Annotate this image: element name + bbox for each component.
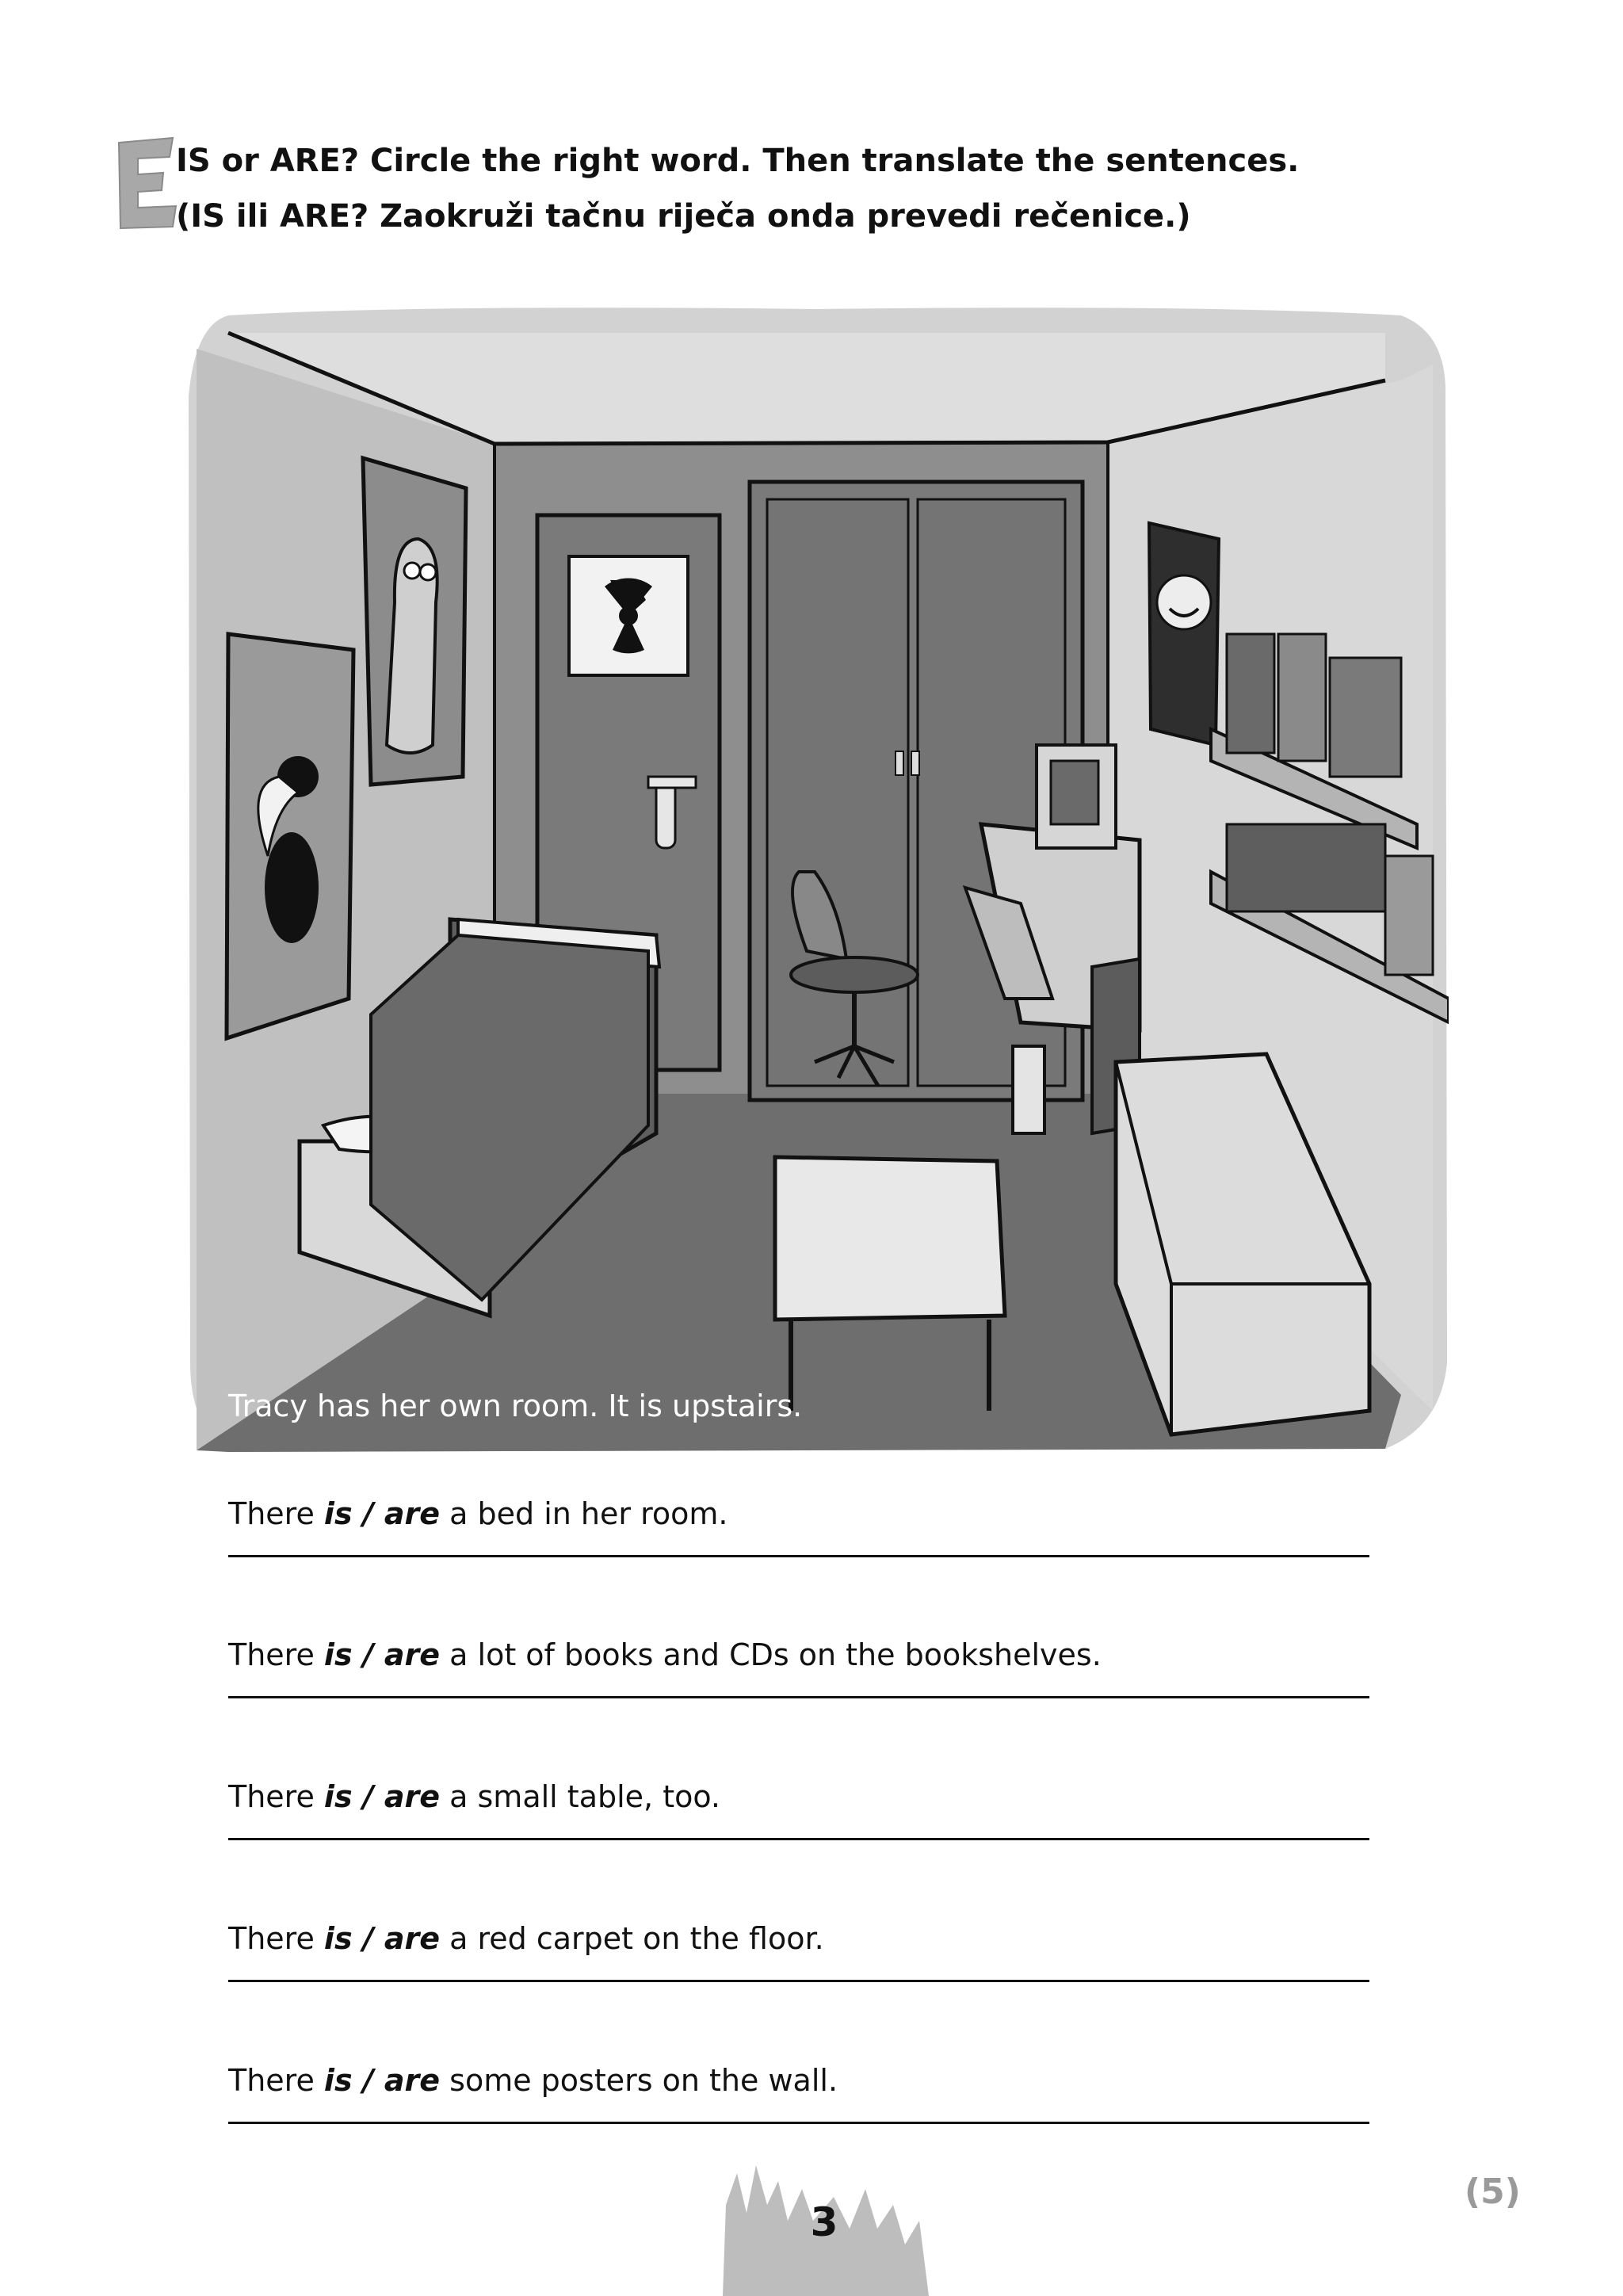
is-are-choice[interactable]: is / are: [323, 1637, 441, 1672]
exercise-item-5: [228, 2057, 1369, 2124]
is-are-choice[interactable]: is / are: [323, 2063, 441, 2098]
answer-line[interactable]: [228, 1980, 1369, 1982]
points-total: (5): [1465, 2172, 1521, 2212]
sentence: There is / are a small table, too.: [228, 1779, 721, 1814]
answer-line[interactable]: [228, 1555, 1369, 1557]
exercise-item-3: [228, 1773, 1369, 1840]
is-are-choice[interactable]: is / are: [323, 1779, 441, 1814]
page-number: 3: [810, 2199, 838, 2245]
exercise-item-4: [228, 1915, 1369, 1982]
answer-line[interactable]: [228, 1838, 1369, 1840]
instructions: [176, 133, 1299, 244]
sentence: There is / are a red carpet on the floor.: [228, 1921, 824, 1956]
is-are-choice[interactable]: is / are: [323, 1921, 441, 1956]
sentence: There is / are some posters on the wall.: [228, 2063, 838, 2098]
instruction-english: IS or ARE? Circle the right word. Then translate the sentences.: [176, 143, 1300, 179]
answer-line[interactable]: [228, 2122, 1369, 2124]
exercise-item-2: [228, 1631, 1369, 1698]
instruction-bosnian: (IS ili ARE? Zaokruži tačnu riječa onda prevedi rečenice.): [176, 198, 1191, 235]
exercise-item-1: [228, 1490, 1369, 1557]
smiley-poster: [1149, 523, 1219, 745]
small-table: [775, 1157, 1005, 1320]
answer-line[interactable]: [228, 1696, 1369, 1698]
bedroom-illustration: [181, 301, 1449, 1458]
computer-tower: [1013, 1046, 1044, 1133]
is-are-choice[interactable]: is / are: [323, 1496, 441, 1531]
section-letter-e: [111, 136, 182, 230]
sentence: There is / are a lot of books and CDs on the bookshelves.: [228, 1637, 1102, 1672]
illustration-caption: Tracy has her own room. It is upstairs.: [228, 1389, 803, 1423]
sentence: There is / are a bed in her room.: [228, 1496, 728, 1531]
